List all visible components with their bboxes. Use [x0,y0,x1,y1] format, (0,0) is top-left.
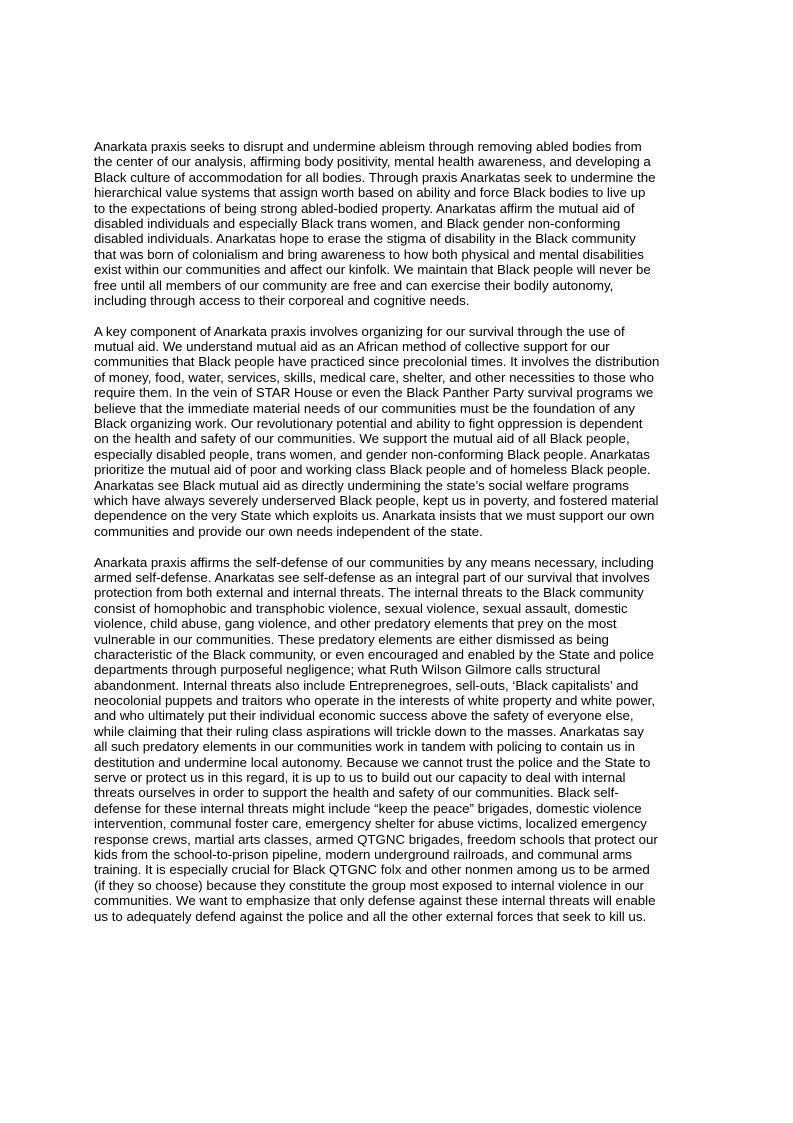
text-line: communities. We want to emphasize that only defense against these internal threats will enable [94,893,656,909]
text-line: kids from the school-to-prison pipeline, modern underground railroads, and communal arms [94,846,633,862]
text-line: prioritize the mutual aid of poor and working class Black people and of homeless Black people. [94,462,651,478]
paragraph-gap [94,308,706,323]
text-line: threats ourselves in order to support the health and safety of our communities. Black self- [94,785,619,801]
text-line: on the health and safety of our communities. We support the mutual aid of all Black people, [94,431,630,447]
text-line: A key component of Anarkata praxis involves organizing for our survival through the use of [94,323,625,339]
paragraph-1 [94,139,706,308]
text-line: Black culture of accommodation for all bodies. Through praxis Anarkatas seek to undermine the [94,169,656,185]
text-line: Black organizing work. Our revolutionary potential and ability to fight oppression is dependent [94,416,643,432]
text-line: Anarkata praxis seeks to disrupt and undermine ableism through removing abled bodies from [94,139,642,154]
text-line: of money, food, water, services, skills, medical care, shelter, and other necessities to those who [94,369,654,385]
text-line: Anarkatas see Black mutual aid as directly undermining the state’s social welfare programs [94,477,629,493]
text-line: neocolonial puppets and traitors who operate in the interests of white property and white power, [94,693,656,709]
text-line: while claiming that their ruling class aspirations will trickle down to the masses. Anarkatas say [94,723,644,739]
text-line: especially disabled people, trans women, and gender non-conforming Black people. Anarkatas [94,446,650,462]
text-line: us to adequately defend against the police and all the other external forces that seek to kill us. [94,908,647,924]
text-line: to the expectations of being strong abled-bodied property. Anarkatas affirm the mutual aid of [94,200,635,216]
text-line: hierarchical value systems that assign worth based on ability and force Black bodies to live up [94,185,646,201]
text-line: characteristic of the Black community, or even encouraged and enabled by the State and police [94,646,655,662]
paragraph-3 [94,555,706,924]
text-line: training. It is especially crucial for Black QTGNC folx and other nonmen among us to be armed [94,862,650,878]
text-line: that was born of colonialism and bring awareness to how both physical and mental disabilities [94,246,644,262]
text-line: vulnerable in our communities. These predatory elements are either dismissed as being [94,631,609,647]
text-line: protection from both external and internal threats. The internal threats to the Black community [94,585,644,601]
paragraph-2 [94,324,706,539]
text-line: communities that Black people have practiced since precolonial times. It involves the distribution [94,354,660,370]
text-line: response crews, martial arts classes, armed QTGNC brigades, freedom schools that protect our [94,831,658,847]
text-line: (if they so choose) because they constitute the group most exposed to internal violence in our [94,877,644,893]
text-line: consist of homophobic and transphobic violence, sexual violence, sexual assault, domestic [94,600,628,616]
text-line: defense for these internal threats might include “keep the peace” brigades, domestic violence [94,800,642,816]
text-line: including through access to their corporeal and cognitive needs. [94,292,470,308]
text-line: abandonment. Internal threats also include Entreprenegroes, sell-outs, ‘Black capitalists’ and [94,677,639,693]
text-line: believe that the immediate material needs of our communities must be the foundation of any [94,400,636,416]
text-line: free until all members of our community are free and can exercise their bodily autonomy, [94,277,614,293]
text-line: require them. In the vein of STAR House or even the Black Panther Party survival programs we [94,385,654,401]
document-body [94,139,706,924]
paragraph-gap [94,539,706,554]
text-line: armed self-defense. Anarkatas see self-defense as an integral part of our survival that involves [94,569,650,585]
text-line: the center of our analysis, affirming body positivity, mental health awareness, and developing a [94,154,651,170]
text-line: which have always severely underserved Black people, kept us in poverty, and fostered material [94,492,659,508]
text-line: disabled individuals. Anarkatas hope to erase the stigma of disability in the Black community [94,231,636,247]
text-line: disabled individuals and especially Black trans women, and Black gender non-conforming [94,215,621,231]
text-line: violence, child abuse, gang violence, and other predatory elements that prey on the most [94,616,617,632]
text-line: communities and provide our own needs independent of the state. [94,523,483,539]
text-line: departments through purposeful negligence; what Ruth Wilson Gilmore calls structural [94,662,601,678]
text-line: all such predatory elements in our communities work in tandem with policing to contain us in [94,739,636,755]
text-line: dependence on the very State which exploits us. Anarkata insists that we must support our own [94,508,655,524]
text-line: and who ultimately put their individual economic success above the safety of everyone else, [94,708,634,724]
text-line: mutual aid. We understand mutual aid as an African method of collective support for our [94,339,610,355]
text-line: Anarkata praxis affirms the self-defense of our communities by any means necessary, including [94,554,654,570]
text-line: intervention, communal foster care, emergency shelter for abuse victims, localized emergency [94,816,647,832]
text-line: exist within our communities and affect our kinfolk. We maintain that Black people will never be [94,262,651,278]
text-line: serve or protect us in this regard, it is up to us to build out our capacity to deal with internal [94,770,626,786]
text-line: destitution and undermine local autonomy. Because we cannot trust the police and the State to [94,754,651,770]
